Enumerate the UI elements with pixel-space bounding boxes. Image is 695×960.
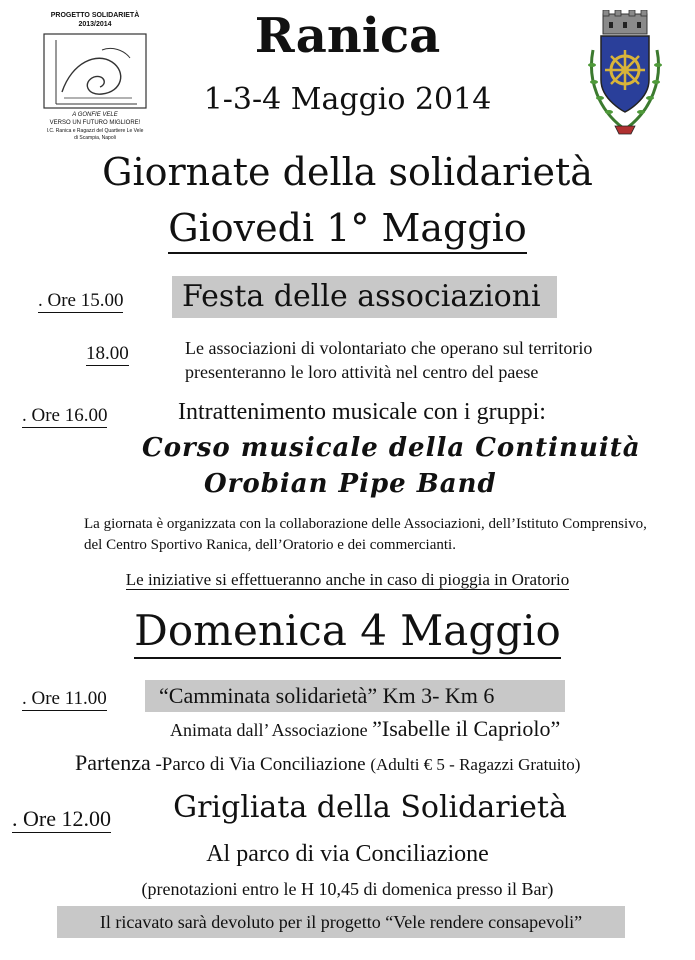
- day2-slot1-org-prefix: Animata dall’ Associazione: [170, 720, 373, 740]
- day2-start-place: -Parco di Via Conciliazione: [150, 754, 371, 775]
- day2-slot2-booking: (prenotazioni entro le H 10,45 di domenica presso il Bar): [141, 879, 554, 899]
- day2-slot2-time: . Ore 12.00: [12, 806, 111, 831]
- logo-title-line1: PROGETTO SOLIDARIETÀ: [50, 12, 140, 19]
- day2-slot1-time: . Ore 11.00: [22, 688, 107, 709]
- day2-slot1-title: “Camminata solidarietà” Km 3- Km 6: [145, 680, 565, 712]
- day2-heading: Domenica 4 Maggio: [134, 606, 561, 659]
- event-dates: 1-3-4 Maggio 2014: [203, 82, 492, 117]
- day1-heading: Giovedi 1° Maggio: [168, 206, 526, 254]
- day1-slot1-end-time: 18.00: [86, 343, 129, 364]
- day1-heading-wrap: [0, 206, 695, 250]
- day1-slot2-time: . Ore 16.00: [22, 405, 108, 426]
- day1-slot2-title: Intrattenimento musicale con i gruppi:: [178, 399, 546, 425]
- proceeds-note: Il ricavato sarà devoluto per il progetto “Vele rendere consapevoli”: [57, 906, 625, 938]
- logo-caption-line4: di Scampia, Napoli: [74, 135, 116, 141]
- day1-group1: Corso musicale della Continuità: [142, 433, 641, 463]
- logo-caption-line3: I.C. Ranica e Ragazzi del Quartiere Le Vele: [46, 128, 144, 134]
- event-title: Giornate della solidarietà: [102, 150, 593, 194]
- rain-note: Le iniziative si effettueranno anche in caso di pioggia in Oratorio: [125, 570, 570, 589]
- town-title: Ranica: [254, 8, 441, 64]
- day2-slot1-org-name: ”Isabelle il Capriolo”: [372, 716, 561, 741]
- day1-slot1-time: . Ore 15.00: [38, 290, 124, 311]
- day2-heading-wrap: [0, 606, 695, 655]
- day1-slot1-title: Festa delle associazioni: [172, 276, 557, 318]
- day2-slot1-org: [170, 716, 560, 742]
- logo-caption-line2: VERSO UN FUTURO MIGLIORE!: [49, 120, 141, 126]
- day1-slot1-desc-line1: Le associazioni di volontariato che operano sul territorio: [185, 338, 593, 358]
- day1-slot1-desc-line2: presenteranno le loro attività nel centro del paese: [185, 362, 539, 382]
- day1-org-line2: del Centro Sportivo Ranica, dell’Oratorio e dei commercianti.: [84, 537, 456, 553]
- day2-slot2-title: Grigliata della Solidarietà: [173, 790, 567, 825]
- rain-note-wrap: [0, 570, 695, 590]
- day2-start-prices: (Adulti € 5 - Ragazzi Gratuito): [370, 755, 581, 774]
- day1-group2: Orobian Pipe Band: [204, 469, 497, 499]
- day2-start-label: Partenza: [75, 750, 151, 775]
- logo-title-line2: 2013/2014: [78, 21, 112, 28]
- day1-org-line1: La giornata è organizzata con la collaborazione delle Associazioni, dell’Istituto Comprensivo,: [84, 516, 647, 532]
- day2-slot2-place: Al parco di via Conciliazione: [206, 841, 489, 867]
- logo-caption-line1: A GONFIE VELE: [72, 112, 118, 118]
- day2-start-line: [75, 750, 580, 776]
